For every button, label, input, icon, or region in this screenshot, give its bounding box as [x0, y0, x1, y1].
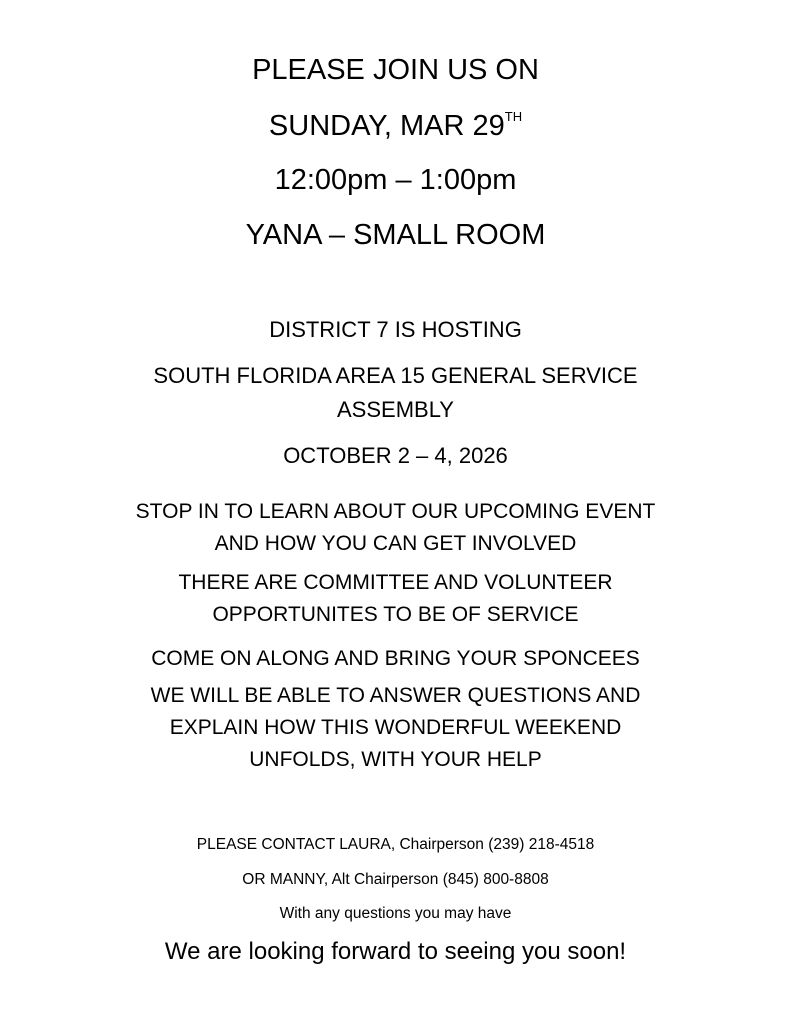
paragraph-committee-line1: THERE ARE COMMITTEE AND VOLUNTEER	[178, 571, 613, 594]
paragraph-sponcees: COME ON ALONG AND BRING YOUR SPONCEES	[151, 647, 640, 670]
assembly-title-line1: SOUTH FLORIDA AREA 15 GENERAL SERVICE	[153, 363, 638, 388]
invite-heading: PLEASE JOIN US ON	[252, 54, 539, 86]
assembly-dates: OCTOBER 2 – 4, 2026	[283, 443, 508, 468]
contact-manny: OR MANNY, Alt Chairperson (845) 800-8808	[242, 871, 549, 888]
event-date-main: SUNDAY, MAR 29	[268, 110, 505, 142]
assembly-title-line2: ASSEMBLY	[337, 397, 454, 422]
paragraph-questions-line2: EXPLAIN HOW THIS WONDERFUL WEEKEND	[169, 716, 622, 739]
event-date	[0, 109, 791, 142]
paragraph-learn-line2: AND HOW YOU CAN GET INVOLVED	[214, 532, 577, 555]
paragraph-questions-line3: UNFOLDS, WITH YOUR HELP	[249, 748, 542, 771]
event-time: 12:00pm – 1:00pm	[274, 164, 517, 196]
event-location: YANA – SMALL ROOM	[245, 219, 546, 251]
closing-message: We are looking forward to seeing you soon!	[164, 938, 627, 965]
paragraph-committee-line2: OPPORTUNITES TO BE OF SERVICE	[212, 603, 579, 626]
contact-questions: With any questions you may have	[279, 905, 512, 922]
paragraph-questions-line1: WE WILL BE ABLE TO ANSWER QUESTIONS AND	[150, 684, 641, 707]
hosting-line: DISTRICT 7 IS HOSTING	[269, 317, 522, 342]
paragraph-learn-line1: STOP IN TO LEARN ABOUT OUR UPCOMING EVENT	[135, 500, 656, 523]
event-date-suffix: TH	[504, 109, 523, 124]
contact-laura: PLEASE CONTACT LAURA, Chairperson (239) 218-4518	[196, 836, 595, 853]
